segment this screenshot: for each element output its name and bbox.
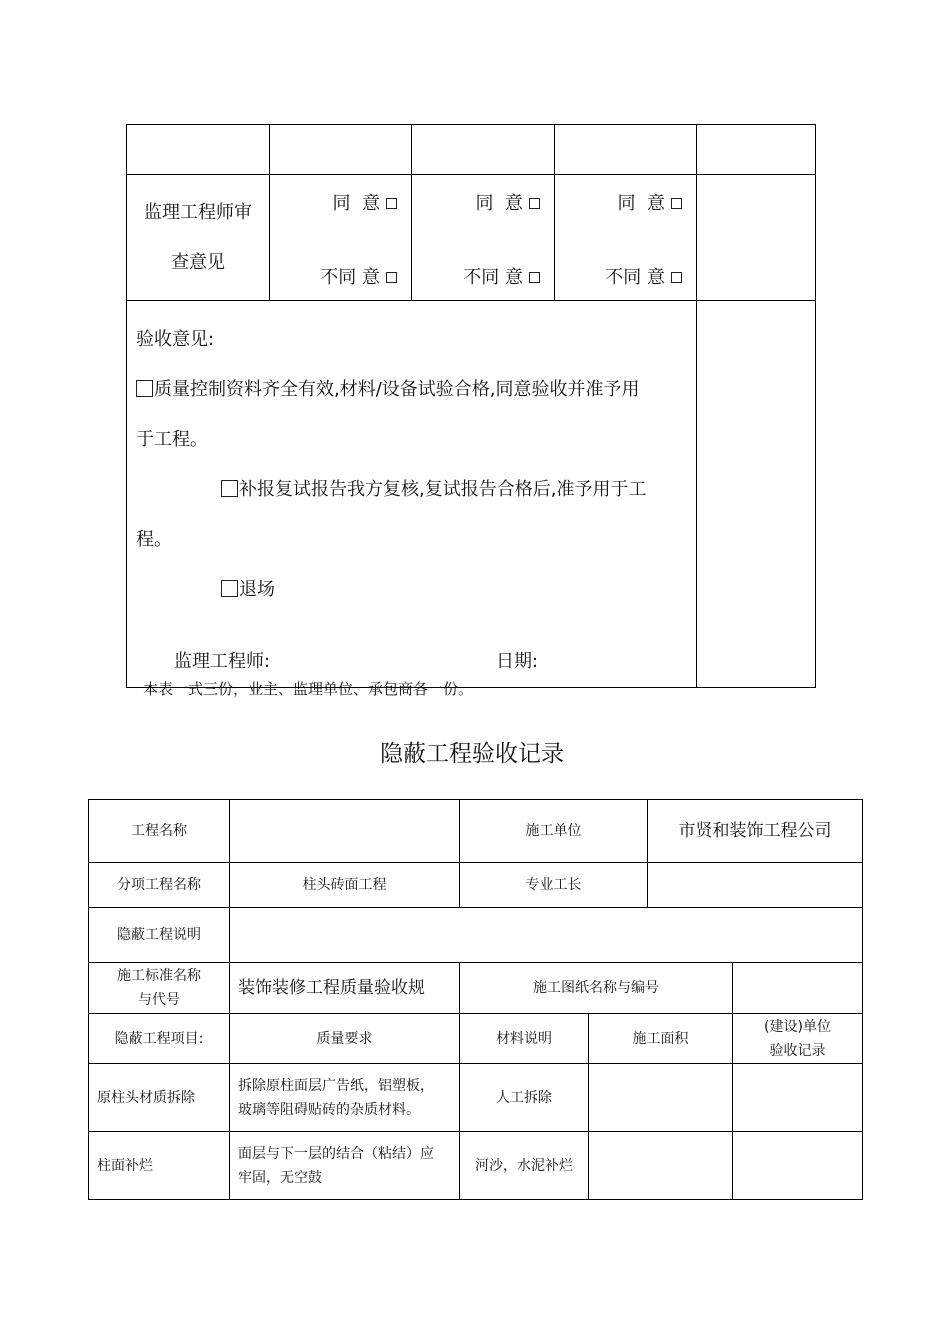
choice-cell [555,175,697,301]
column-header-material: 材料说明 [460,1014,589,1064]
description-value[interactable] [230,908,863,963]
empty-cell [697,125,816,175]
checkbox[interactable] [386,198,397,209]
empty-cell [555,125,697,175]
agree-option[interactable]: 同 意 [476,189,540,215]
foreman-label: 专业工长 [460,863,648,908]
disagree-option[interactable]: 不同 意 [320,263,397,289]
checkbox[interactable] [386,272,397,283]
sub-project-label: 分项工程名称 [89,863,230,908]
description-label: 隐蔽工程说明 [89,908,230,963]
row-area[interactable] [589,1064,733,1132]
engineer-label: 监理工程师: [174,651,271,672]
row-item: 柱面补烂 [89,1132,230,1200]
drawing-value[interactable] [733,963,863,1014]
date-label: 日期: [496,651,539,672]
review-label-line1: 监理工程师审 [144,201,252,223]
row-quality: 面层与下一层的结合（粘结）应 牢固，无空鼓 [230,1132,460,1200]
checkbox[interactable] [136,380,153,397]
column-header-unit-record: (建设)单位 验收记录 [733,1014,863,1064]
checkbox[interactable] [671,272,682,283]
choice-cell [270,175,412,301]
acceptance-option-reject[interactable]: 退场 [136,565,688,615]
empty-cell [270,125,412,175]
review-label-cell [127,175,270,301]
column-header-item: 隐蔽工程项目: [89,1014,230,1064]
table-row [89,1064,863,1132]
page-title: 隐蔽工程验收记录 [380,741,564,767]
checkbox[interactable] [529,272,540,283]
row-quality: 拆除原柱面层广告纸，铝塑板， 玻璃等阻碍贴砖的杂质材料。 [230,1064,460,1132]
project-name-label: 工程名称 [89,800,230,863]
row-material: 河沙，水泥补烂 [460,1132,589,1200]
agree-option[interactable]: 同 意 [618,189,682,215]
hidden-works-acceptance-table [88,799,863,1200]
row-record[interactable] [733,1132,863,1200]
row-material: 人工拆除 [460,1064,589,1132]
contractor-value[interactable]: 市贤和装饰工程公司 [648,800,863,863]
project-name-value[interactable] [230,800,460,863]
signature-line [136,615,688,687]
column-header-area: 施工面积 [589,1014,733,1064]
column-header-quality: 质量要求 [230,1014,460,1064]
checkbox[interactable] [529,198,540,209]
agree-option[interactable]: 同 意 [333,189,397,215]
standard-value[interactable]: 装饰装修工程质量验收规 [230,963,460,1014]
checkbox[interactable] [221,580,238,597]
row-area[interactable] [589,1132,733,1200]
choice-cell [412,175,555,301]
disagree-option[interactable]: 不同 意 [605,263,682,289]
table-row [89,1132,863,1200]
row-record[interactable] [733,1064,863,1132]
acceptance-heading: 验收意见: [136,329,215,350]
row-item: 原柱头材质拆除 [89,1064,230,1132]
review-label-line2: 查意见 [171,251,225,273]
empty-cell [127,125,270,175]
acceptance-opinion-cell [127,301,697,688]
foreman-value[interactable] [648,863,863,908]
drawing-label: 施工图纸名称与编号 [460,963,733,1014]
empty-cell [412,125,555,175]
acceptance-option-pass-cont: 于工程。 [136,429,208,450]
copies-note: 本表一式三份，业主、监理单位、承包商各一份。 [143,680,474,698]
checkbox[interactable] [221,480,238,497]
contractor-label: 施工单位 [460,800,648,863]
empty-cell [697,301,816,688]
checkbox[interactable] [671,198,682,209]
acceptance-option-retest[interactable]: 补报复试报告我方复核,复试报告合格后,准予用于工 [136,465,688,515]
empty-cell [697,175,816,301]
disagree-option[interactable]: 不同 意 [463,263,540,289]
standard-label: 施工标准名称 与代号 [89,963,230,1014]
acceptance-option-retest-cont: 程。 [136,529,172,550]
supervisor-review-table [126,124,816,688]
sub-project-value[interactable]: 柱头砖面工程 [230,863,460,908]
acceptance-option-pass[interactable]: 质量控制资料齐全有效,材料/设备试验合格,同意验收并准予用 [136,365,688,415]
